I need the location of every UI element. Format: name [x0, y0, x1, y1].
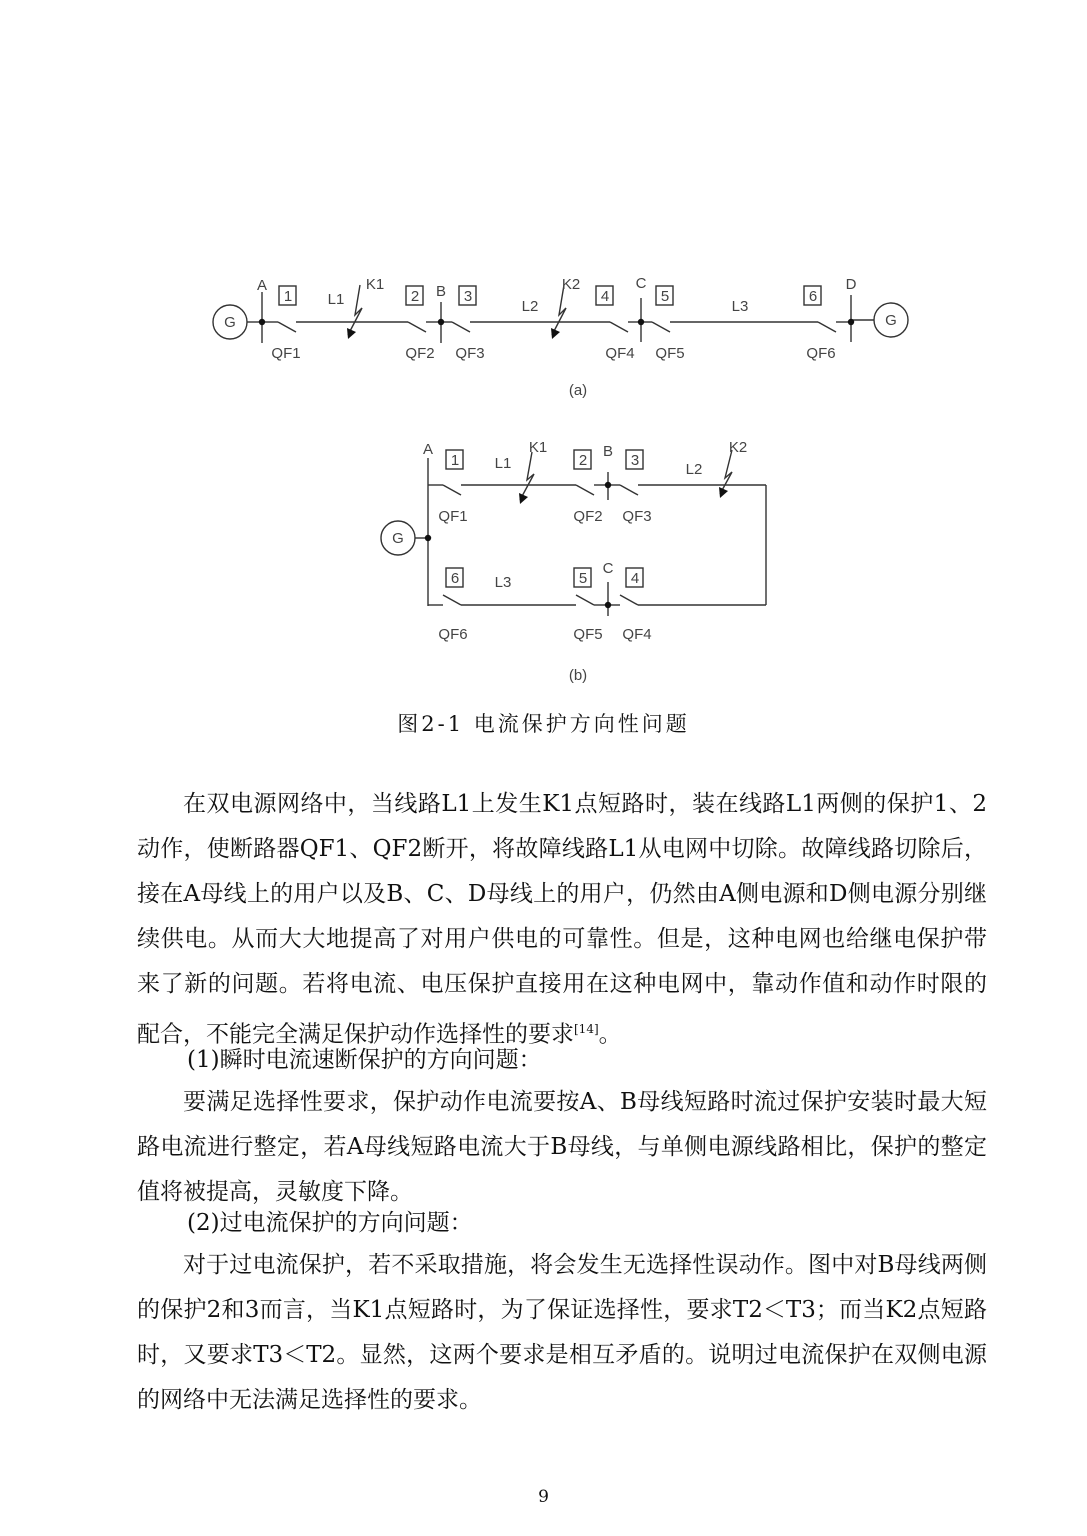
protection-label: 3 [463, 288, 473, 305]
protection-label: 2 [578, 452, 588, 469]
bus-label: C [635, 275, 647, 292]
line-label: L2 [685, 461, 703, 478]
body-paragraph [137, 782, 987, 1058]
subheading: (2)过电流保护的方向问题： [187, 1210, 473, 1236]
figure-a-diagram [200, 265, 920, 400]
generator-symbol: G [224, 314, 236, 331]
generator-symbol: G [392, 530, 404, 547]
breaker-label: QF1 [438, 508, 468, 525]
subheading: (1)瞬时电流速断保护的方向问题： [187, 1047, 542, 1073]
protection-label: 2 [410, 288, 420, 305]
breaker-label: QF2 [573, 508, 603, 525]
protection-label: 6 [808, 288, 818, 305]
paragraph-text: 在双电源网络中，当线路L1上发生K1点短路时，装在线路L1两侧的保护1、2动作，使断路器QF1、QF2断开，将故障线路L1从电网中切除。故障线路切除后，接在A母线上的用户以及B、C、D母线上的用户，仍然由A侧电源和D侧电源分别继续供电。从而大大地提高了对用户供电的可靠性。但是，这种电网也给继电保护带来了新的问题。若将电流、电压保护直接用在这种电网中，靠动作值和动作时限的配合，不能完全满足保护动作选择性的要求 [137, 791, 987, 1048]
breaker-label: QF1 [271, 345, 301, 362]
fault-label: K2 [561, 276, 581, 293]
line-label: L1 [494, 455, 512, 472]
bus-label: D [845, 276, 857, 293]
protection-label: 5 [578, 570, 588, 587]
breaker-label: QF4 [622, 626, 652, 643]
figure-caption: 图2-1 电流保护方向性问题 [397, 712, 690, 736]
breaker-label: QF3 [622, 508, 652, 525]
line-label: L3 [731, 298, 749, 315]
protection-label: 4 [600, 288, 610, 305]
protection-label: 3 [630, 452, 640, 469]
figure-sublabel: (b) [568, 667, 588, 684]
fault-label: K2 [728, 439, 748, 456]
bus-label: A [422, 441, 434, 458]
citation-ref: [14] [574, 1022, 599, 1036]
page-number: 9 [538, 1487, 549, 1507]
figure-b-diagram [370, 432, 780, 694]
figure-sublabel: (a) [568, 382, 588, 399]
bus-label: B [602, 443, 614, 460]
protection-label: 1 [450, 452, 460, 469]
breaker-label: QF6 [438, 626, 468, 643]
body-paragraph: 要满足选择性要求，保护动作电流要按A、B母线短路时流过保护安装时最大短路电流进行整定，若A母线短路电流大于B母线，与单侧电源线路相比，保护的整定值将被提高，灵敏度下降。 [137, 1089, 987, 1205]
bus-label: C [602, 560, 614, 577]
bus-label: B [435, 283, 447, 300]
line-label: L1 [327, 291, 345, 308]
breaker-label: QF2 [405, 345, 435, 362]
paragraph-end: 。 [598, 1021, 622, 1048]
body-paragraph: 对于过电流保护，若不采取措施，将会发生无选择性误动作。图中对B母线两侧的保护2和3而言，当K1点短路时，为了保证选择性，要求T2＜T3；而当K2点短路时，又要求T3＜T2。显然，这两个要求是相互矛盾的。说明过电流保护在双侧电源的网络中无法满足选择性的要求。 [137, 1252, 987, 1413]
fault-label: K1 [365, 276, 385, 293]
line-label: L2 [521, 298, 539, 315]
bus-label: A [256, 277, 268, 294]
protection-label: 6 [450, 570, 460, 587]
breaker-label: QF3 [455, 345, 485, 362]
breaker-label: QF5 [655, 345, 685, 362]
breaker-label: QF5 [573, 626, 603, 643]
fault-label: K1 [528, 439, 548, 456]
protection-label: 5 [660, 288, 670, 305]
generator-symbol: G [885, 312, 897, 329]
protection-label: 1 [283, 288, 293, 305]
protection-label: 4 [630, 570, 640, 587]
line-label: L3 [494, 574, 512, 591]
breaker-label: QF6 [806, 345, 836, 362]
breaker-label: QF4 [605, 345, 635, 362]
